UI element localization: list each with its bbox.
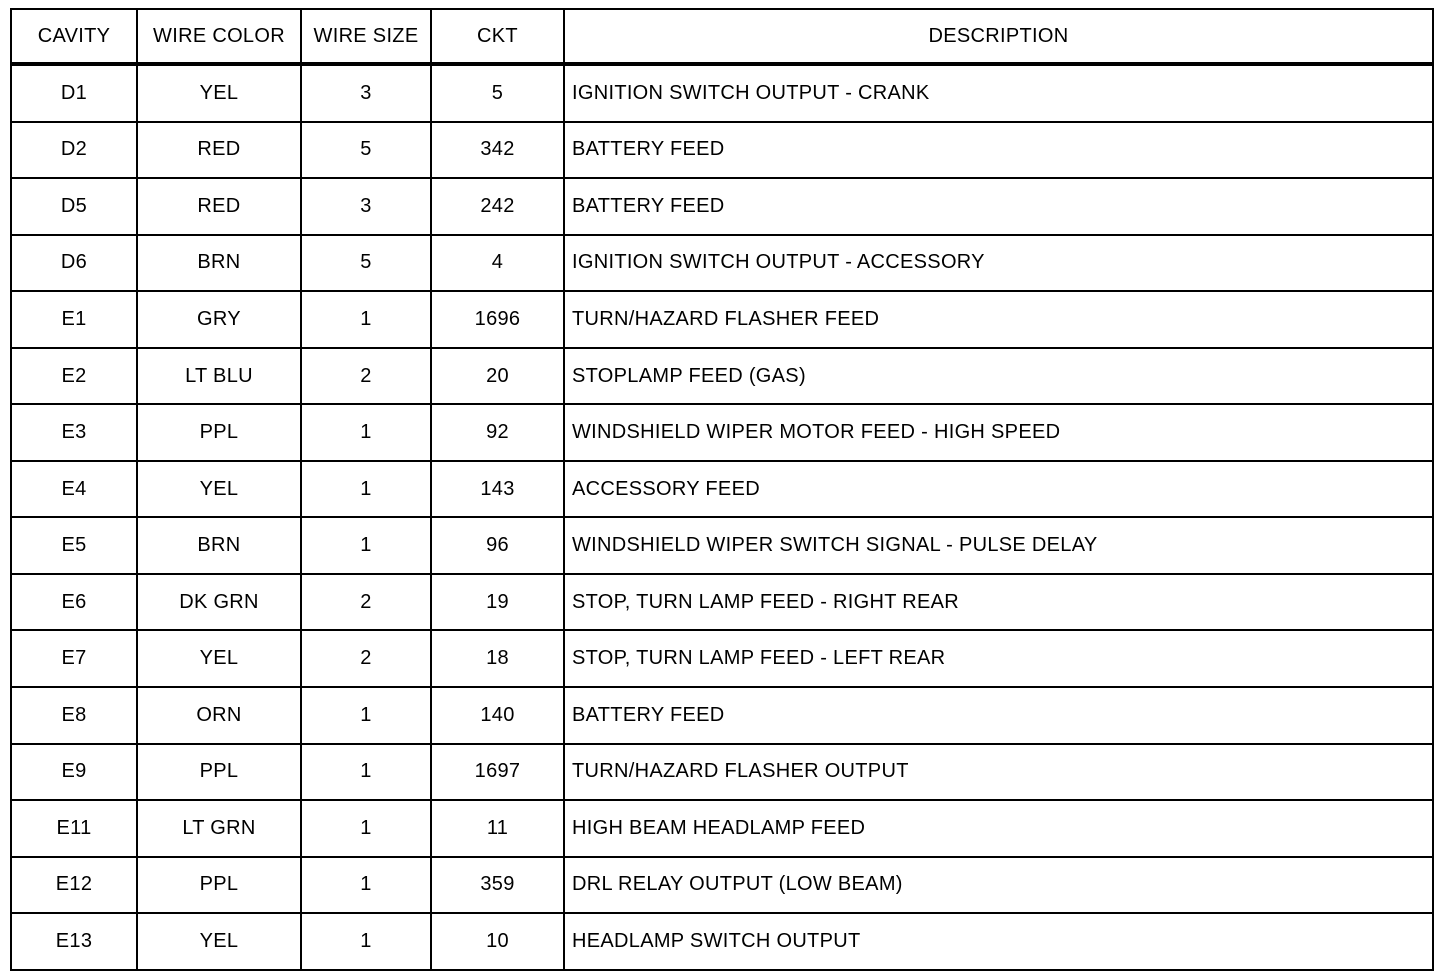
- cell-ckt: 5: [431, 64, 564, 122]
- cell-wire-size: 5: [301, 122, 431, 179]
- cell-cavity: E2: [11, 348, 137, 405]
- cell-wire-color: BRN: [137, 235, 301, 292]
- cell-wire-size: 2: [301, 574, 431, 631]
- cell-wire-color: YEL: [137, 913, 301, 970]
- cell-ckt: 342: [431, 122, 564, 179]
- cell-wire-size: 1: [301, 913, 431, 970]
- cell-description: TURN/HAZARD FLASHER FEED: [564, 291, 1433, 348]
- header-wire-size: WIRE SIZE: [301, 9, 431, 64]
- cell-cavity: E8: [11, 687, 137, 744]
- cell-description: IGNITION SWITCH OUTPUT - ACCESSORY: [564, 235, 1433, 292]
- cell-wire-color: DK GRN: [137, 574, 301, 631]
- cell-wire-size: 3: [301, 64, 431, 122]
- cell-wire-size: 1: [301, 291, 431, 348]
- table-body: [11, 64, 1433, 970]
- cell-wire-color: RED: [137, 122, 301, 179]
- cell-ckt: 242: [431, 178, 564, 235]
- cell-description: TURN/HAZARD FLASHER OUTPUT: [564, 744, 1433, 801]
- cell-cavity: E7: [11, 630, 137, 687]
- cell-ckt: 92: [431, 404, 564, 461]
- cell-wire-size: 1: [301, 687, 431, 744]
- table-row: [11, 630, 1433, 687]
- table-row: [11, 687, 1433, 744]
- connector-pinout-sheet: [10, 8, 1432, 971]
- cell-description: WINDSHIELD WIPER MOTOR FEED - HIGH SPEED: [564, 404, 1433, 461]
- cell-wire-size: 1: [301, 404, 431, 461]
- cell-cavity: D2: [11, 122, 137, 179]
- cell-ckt: 359: [431, 857, 564, 914]
- cell-cavity: D1: [11, 64, 137, 122]
- cell-description: WINDSHIELD WIPER SWITCH SIGNAL - PULSE DELAY: [564, 517, 1433, 574]
- cell-wire-size: 1: [301, 517, 431, 574]
- cell-wire-color: PPL: [137, 404, 301, 461]
- cell-wire-size: 2: [301, 630, 431, 687]
- cell-ckt: 96: [431, 517, 564, 574]
- cell-wire-color: PPL: [137, 857, 301, 914]
- cell-cavity: E9: [11, 744, 137, 801]
- header-row: [11, 9, 1433, 64]
- cell-wire-size: 2: [301, 348, 431, 405]
- cell-ckt: 1696: [431, 291, 564, 348]
- cell-ckt: 19: [431, 574, 564, 631]
- cell-cavity: E3: [11, 404, 137, 461]
- table-row: [11, 348, 1433, 405]
- cell-wire-size: 1: [301, 857, 431, 914]
- cell-wire-size: 3: [301, 178, 431, 235]
- table-row: [11, 64, 1433, 122]
- cell-ckt: 4: [431, 235, 564, 292]
- cell-wire-color: YEL: [137, 630, 301, 687]
- cell-description: BATTERY FEED: [564, 178, 1433, 235]
- cell-ckt: 18: [431, 630, 564, 687]
- cell-wire-color: YEL: [137, 461, 301, 518]
- cell-wire-color: ORN: [137, 687, 301, 744]
- cell-cavity: E13: [11, 913, 137, 970]
- cell-description: HIGH BEAM HEADLAMP FEED: [564, 800, 1433, 857]
- table-row: [11, 517, 1433, 574]
- table-row: [11, 461, 1433, 518]
- cell-wire-color: YEL: [137, 64, 301, 122]
- cell-wire-size: 5: [301, 235, 431, 292]
- cell-ckt: 143: [431, 461, 564, 518]
- table-row: [11, 744, 1433, 801]
- cell-description: BATTERY FEED: [564, 687, 1433, 744]
- cell-wire-size: 1: [301, 800, 431, 857]
- table-row: [11, 913, 1433, 970]
- cell-cavity: E1: [11, 291, 137, 348]
- header-ckt: CKT: [431, 9, 564, 64]
- cell-cavity: D5: [11, 178, 137, 235]
- table-row: [11, 857, 1433, 914]
- table-row: [11, 235, 1433, 292]
- cell-description: DRL RELAY OUTPUT (LOW BEAM): [564, 857, 1433, 914]
- cell-ckt: 10: [431, 913, 564, 970]
- cell-ckt: 1697: [431, 744, 564, 801]
- cell-wire-color: GRY: [137, 291, 301, 348]
- cell-description: STOPLAMP FEED (GAS): [564, 348, 1433, 405]
- cell-wire-color: PPL: [137, 744, 301, 801]
- cell-description: STOP, TURN LAMP FEED - LEFT REAR: [564, 630, 1433, 687]
- cell-wire-color: RED: [137, 178, 301, 235]
- cell-wire-size: 1: [301, 461, 431, 518]
- header-description: DESCRIPTION: [564, 9, 1433, 64]
- table-row: [11, 574, 1433, 631]
- header-wire-color: WIRE COLOR: [137, 9, 301, 64]
- cell-cavity: E5: [11, 517, 137, 574]
- cell-ckt: 20: [431, 348, 564, 405]
- table-row: [11, 178, 1433, 235]
- table-row: [11, 800, 1433, 857]
- cell-wire-size: 1: [301, 744, 431, 801]
- table-header: [11, 9, 1433, 64]
- cell-cavity: E12: [11, 857, 137, 914]
- cell-description: ACCESSORY FEED: [564, 461, 1433, 518]
- cell-description: IGNITION SWITCH OUTPUT - CRANK: [564, 64, 1433, 122]
- cell-description: HEADLAMP SWITCH OUTPUT: [564, 913, 1433, 970]
- cell-wire-color: LT BLU: [137, 348, 301, 405]
- header-cavity: CAVITY: [11, 9, 137, 64]
- cell-cavity: E11: [11, 800, 137, 857]
- cell-wire-color: LT GRN: [137, 800, 301, 857]
- table-row: [11, 291, 1433, 348]
- cell-ckt: 140: [431, 687, 564, 744]
- cell-cavity: E4: [11, 461, 137, 518]
- connector-pinout-table: [10, 8, 1434, 971]
- table-row: [11, 122, 1433, 179]
- table-row: [11, 404, 1433, 461]
- cell-cavity: E6: [11, 574, 137, 631]
- cell-wire-color: BRN: [137, 517, 301, 574]
- cell-ckt: 11: [431, 800, 564, 857]
- cell-cavity: D6: [11, 235, 137, 292]
- cell-description: STOP, TURN LAMP FEED - RIGHT REAR: [564, 574, 1433, 631]
- cell-description: BATTERY FEED: [564, 122, 1433, 179]
